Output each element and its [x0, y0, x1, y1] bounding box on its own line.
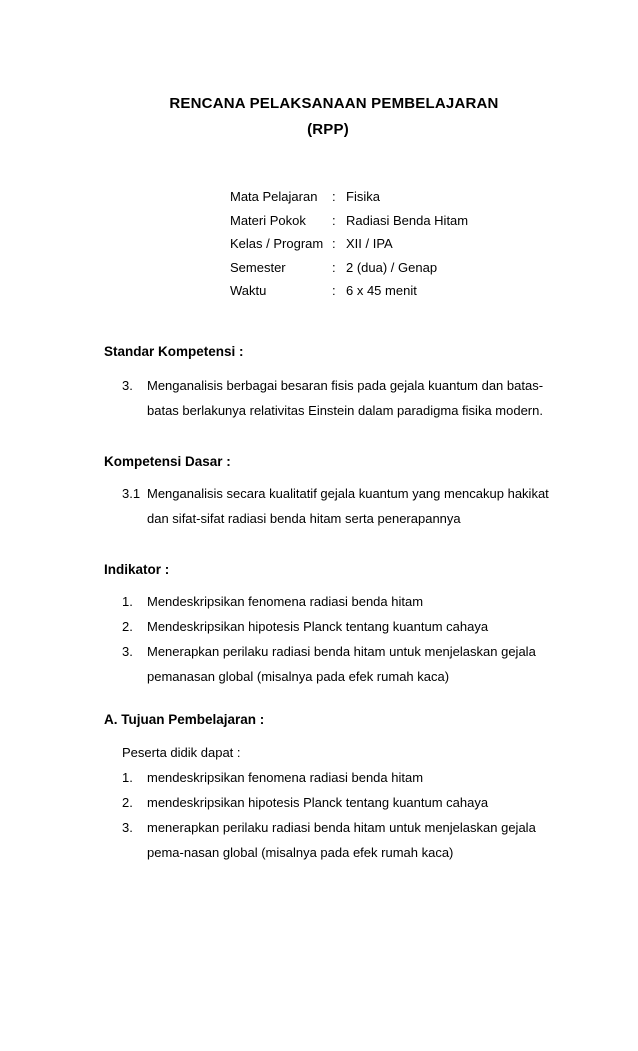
item-number: 1.: [122, 594, 133, 609]
info-colon: :: [332, 259, 336, 275]
item-number: 2.: [122, 795, 133, 810]
list-item: [122, 639, 572, 689]
info-label: Materi Pokok: [230, 212, 306, 228]
item-number: 3.1: [122, 486, 141, 501]
standar-kompetensi-list: [122, 373, 572, 423]
indikator-list: [122, 589, 572, 689]
item-number: 3.: [122, 644, 133, 659]
info-row-semester: [230, 260, 468, 284]
list-item: [122, 481, 572, 531]
info-label: Semester: [230, 259, 286, 275]
info-value: 2 (dua) / Genap: [346, 259, 438, 275]
item-text: mendeskripsikan fenomena radiasi benda hitam: [147, 770, 424, 785]
item-text: Menganalisis secara kualitatif gejala kuantum yang mencakup hakikat dan sifat-sifat radiasi benda hitam serta penerapannya: [147, 486, 549, 526]
kompetensi-dasar-heading: Kompetensi Dasar :: [104, 454, 231, 469]
info-row-waktu: [230, 283, 468, 307]
item-number: 3.: [122, 820, 133, 835]
item-text: Menerapkan perilaku radiasi benda hitam untuk menjelaskan gejala pemanasan global (misalnya pada efek rumah kaca): [147, 644, 536, 684]
info-colon: :: [332, 212, 336, 228]
info-table: [230, 189, 468, 307]
item-text: mendeskripsikan hipotesis Planck tentang kuantum cahaya: [147, 795, 489, 810]
info-value: 6 x 45 menit: [346, 283, 417, 298]
info-colon: :: [332, 236, 336, 251]
tujuan-pembelajaran-heading: A. Tujuan Pembelajaran :: [104, 712, 265, 727]
item-number: 2.: [122, 619, 133, 634]
document-subtitle: (RPP): [307, 121, 349, 138]
standar-kompetensi-heading: Standar Kompetensi :: [104, 344, 244, 359]
list-item: [122, 614, 572, 639]
info-colon: :: [332, 283, 336, 298]
list-item: [122, 815, 572, 865]
tujuan-intro: Peserta didik dapat :: [122, 745, 241, 760]
info-row-kelas-program: [230, 236, 468, 260]
list-item: [122, 589, 572, 614]
item-text: Menganalisis berbagai besaran fisis pada gejala kuantum dan batas-batas berlakunya relativitas Einstein dalam paradigma fisika modern.: [147, 378, 544, 418]
info-row-materi-pokok: [230, 213, 468, 237]
item-text: Mendeskripsikan fenomena radiasi benda hitam: [147, 594, 424, 609]
info-row-mata-pelajaran: [230, 189, 468, 213]
kompetensi-dasar-list: [122, 481, 572, 531]
list-item: [122, 373, 572, 423]
info-label: Mata Pelajaran: [230, 189, 318, 204]
info-label: Waktu: [230, 283, 267, 298]
item-text: menerapkan perilaku radiasi benda hitam untuk menjelaskan gejala pema-nasan global (misalnya pada efek rumah kaca): [147, 820, 536, 860]
tujuan-pembelajaran-list: [122, 740, 572, 865]
list-item: [122, 790, 572, 815]
info-value: XII / IPA: [346, 236, 393, 251]
info-colon: :: [332, 189, 336, 204]
document-title: RENCANA PELAKSANAAN PEMBELAJARAN: [169, 95, 499, 112]
list-item: [122, 765, 572, 790]
item-text: Mendeskripsikan hipotesis Planck tentang kuantum cahaya: [147, 619, 489, 634]
indikator-heading: Indikator :: [104, 562, 170, 577]
info-label: Kelas / Program: [230, 236, 324, 251]
info-value: Radiasi Benda Hitam: [346, 212, 469, 228]
item-number: 3.: [122, 378, 133, 393]
item-number: 1.: [122, 770, 133, 785]
info-value: Fisika: [346, 189, 380, 204]
